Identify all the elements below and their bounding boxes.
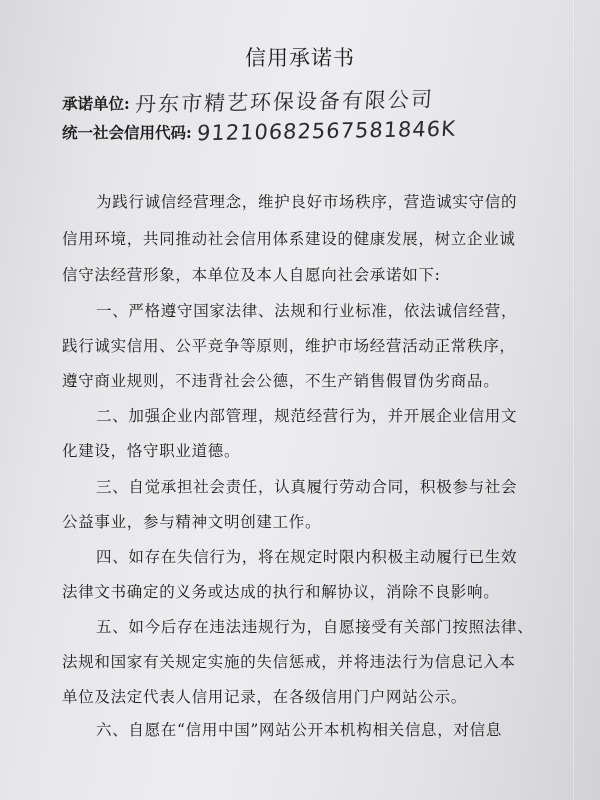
item4-line: 四、如存在失信行为，将在规定时限内积极主动履行已生效 [96,548,518,566]
item4-line: 法律文书确定的义务或达成的执行和解协议，消除不良影响。 [62,583,500,601]
unit-row [62,86,434,116]
item1-line: 一、严格遵守国家法律、法规和行业标准，依法诚信经营， [96,302,518,320]
item1-line: 践行诚实信用、公平竞争等原则，维护市场经营活动正常秩序， [62,337,516,355]
item2-line: 二、加强企业内部管理，规范经营行为，并开展企业信用文 [96,407,518,425]
item1-line: 遵守商业规则，不违背社会公德，不生产销售假冒伪劣商品。 [62,372,500,390]
item2-line: 化建设，恪守职业道德。 [62,442,241,460]
item5-line: 单位及法定代表人信用记录，在各级信用门户网站公示。 [62,688,468,706]
credit-code-label: 统一社会信用代码: [62,123,192,142]
item5-line: 法规和国家有关规定实施的失信惩戒，并将违法行为信息记入本 [62,653,516,671]
unit-value-handwritten: 丹东市精艺环保设备有限公司 [134,87,435,117]
paper-fold [572,0,575,800]
item5-line: 五、如今后存在违法违规行为，自愿接受有关部门按照法律、 [96,618,534,636]
item3-line: 公益事业，参与精神文明创建工作。 [62,513,322,531]
item6-line: 六、自愿在“信用中国”网站公开本机构相关信息，对信息 [96,721,503,739]
intro-line: 信用环境，共同推动社会信用体系建设的健康发展，树立企业诚 [62,230,516,248]
document-title: 信用承诺书 [245,46,355,70]
intro-line: 信守法经营形象，本单位及本人自愿向社会承诺如下: [62,266,441,284]
item3-line: 三、自觉承担社会责任，认真履行劳动合同，积极参与社会 [96,478,518,496]
credit-code-value-handwritten: 91210682567581846K [196,116,457,146]
intro-line: 为践行诚信经营理念，维护良好市场秩序，营造诚实守信的 [96,193,518,211]
credit-code-row [62,116,457,146]
unit-label: 承诺单位: [62,94,130,113]
